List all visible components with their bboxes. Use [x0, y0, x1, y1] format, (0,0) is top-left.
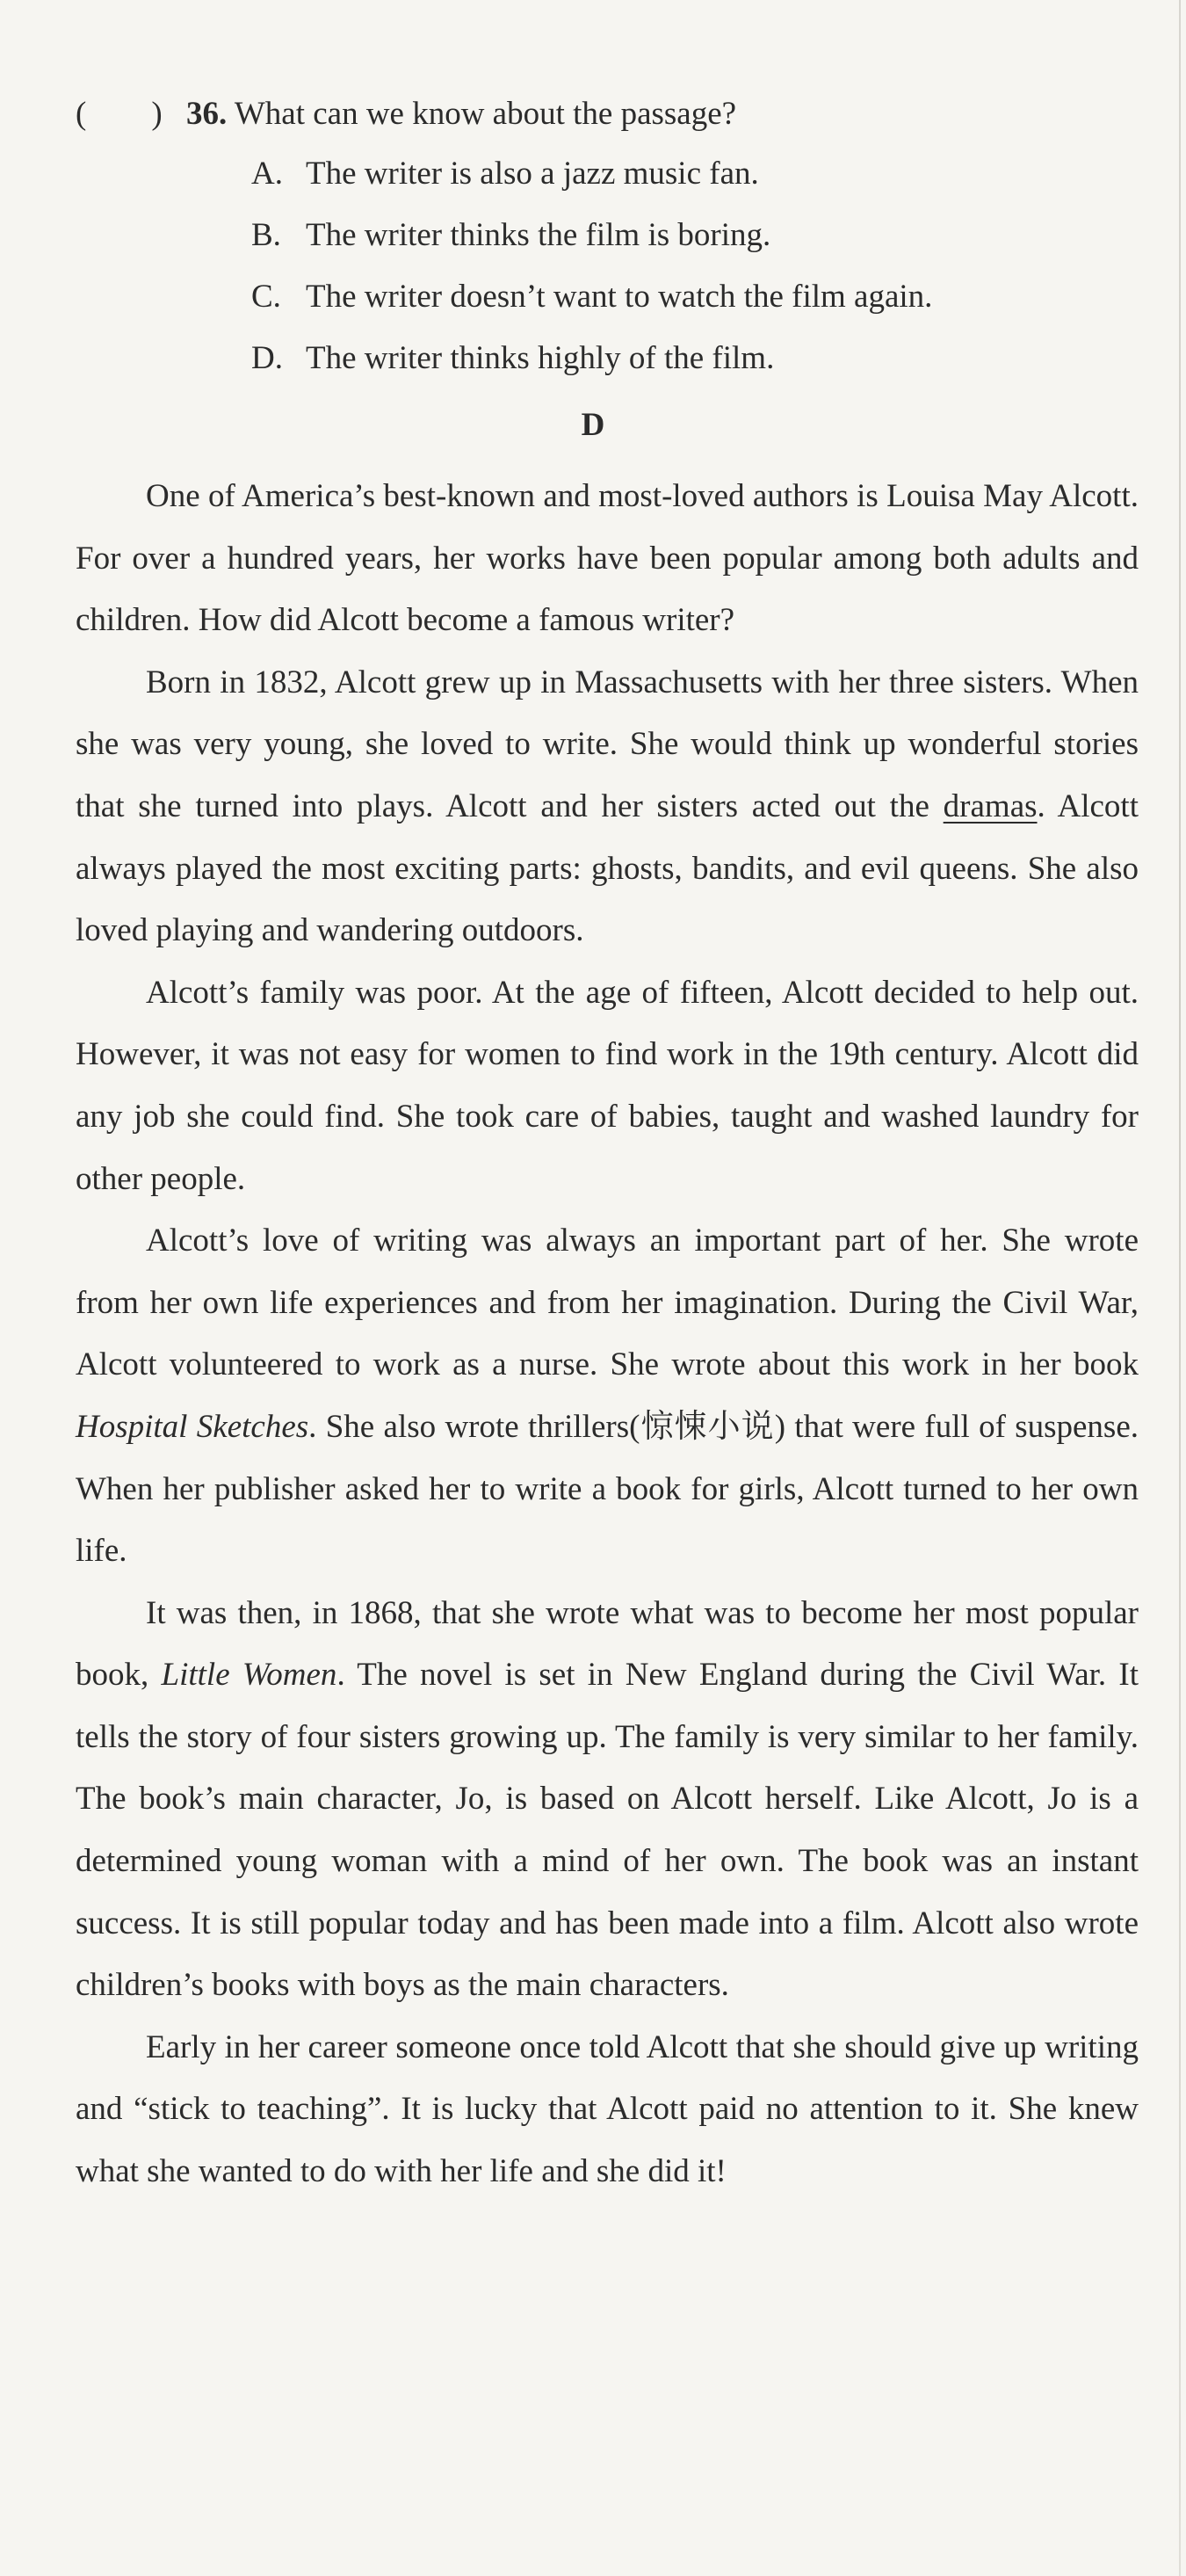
- paragraph-2: [76, 652, 1139, 962]
- option-text: The writer thinks highly of the film.: [306, 340, 775, 376]
- answer-options: [251, 155, 1130, 401]
- answer-bracket[interactable]: ( ): [76, 96, 163, 132]
- paragraph-5-text-b: . The novel is set in New England during the Civil War. It tells the story of four sisters growing up. The family is very similar to her family. The book’s main character, Jo, is based on Alcott herself. Like Alcott, Jo is a determined young woman with a mind of her own. The book was an instant success. It is still popular today and has been made into a film. Alcott also wrote children’s books with boys as the main characters.: [76, 1657, 1139, 2004]
- option-b[interactable]: [251, 216, 1130, 278]
- page-edge-shadow: [1179, 0, 1181, 2576]
- paragraph-4-text-b: . She also wrote thrillers(惊悚小说) that were full of suspense. When her publisher asked her to write a book for girls, Alcott turned to her own life.: [76, 1408, 1139, 1570]
- option-letter: B.: [251, 217, 281, 253]
- paragraph-4: [76, 1210, 1139, 1583]
- option-a[interactable]: [251, 155, 1130, 216]
- paragraph-3: Alcott’s family was poor. At the age of fifteen, Alcott decided to help out. However, it was not easy for women to find work in the 19th century. Alcott did any job she could find. She took care of babies, taught and washed laundry for other people.: [76, 974, 1139, 1197]
- question-stem: What can we know about the passage?: [234, 96, 737, 132]
- option-letter: C.: [251, 279, 281, 315]
- section-title: D: [581, 407, 605, 443]
- paragraph-2-text-b: . Alcott always played the most exciting parts: ghosts, bandits, and evil queens. She also loved playing and wandering outdoors.: [76, 787, 1139, 949]
- question-number: 36.: [186, 96, 228, 132]
- underlined-word-dramas: dramas: [943, 787, 1038, 824]
- paragraph-5: [76, 1583, 1139, 2017]
- book-title-hospital-sketches: Hospital Sketches: [76, 1408, 309, 1445]
- paragraph-5-text-a: It was then, in 1868, that she wrote what was to become her most popular book,: [76, 1594, 1139, 1694]
- option-c[interactable]: [251, 278, 1130, 339]
- paragraph-6: Early in her career someone once told Alcott that she should give up writing and “stick to teaching”. It is lucky that Alcott paid no attention to it. She knew what she wanted to do with her life and she did it!: [76, 2028, 1139, 2190]
- paragraph-4-text-a: Alcott’s love of writing was always an important part of her. She wrote from her own life experiences and from her imagination. During the Civil War, Alcott volunteered to work as a nurse. She wrote about this work in her book: [76, 1223, 1139, 1383]
- book-title-little-women: Little Women: [161, 1657, 337, 1694]
- option-letter: D.: [251, 340, 283, 376]
- option-letter: A.: [251, 156, 283, 192]
- option-text: The writer doesn’t want to watch the film again.: [306, 279, 933, 315]
- question-36: [76, 95, 1147, 134]
- reading-passage: [76, 466, 1139, 2203]
- option-text: The writer thinks the film is boring.: [306, 217, 771, 253]
- paragraph-2-text-a: Born in 1832, Alcott grew up in Massachusetts with her three sisters. When she was very young, she loved to write. She would think up wonderful stories that she turned into plays. Alcott and her sisters acted out the: [76, 664, 1139, 824]
- option-text: The writer is also a jazz music fan.: [306, 156, 759, 192]
- paragraph-1: One of America’s best-known and most-loved authors is Louisa May Alcott. For over a hundred years, her works have been popular among both adults and children. How did Alcott become a famous writer?: [76, 478, 1139, 639]
- option-d[interactable]: [251, 339, 1130, 401]
